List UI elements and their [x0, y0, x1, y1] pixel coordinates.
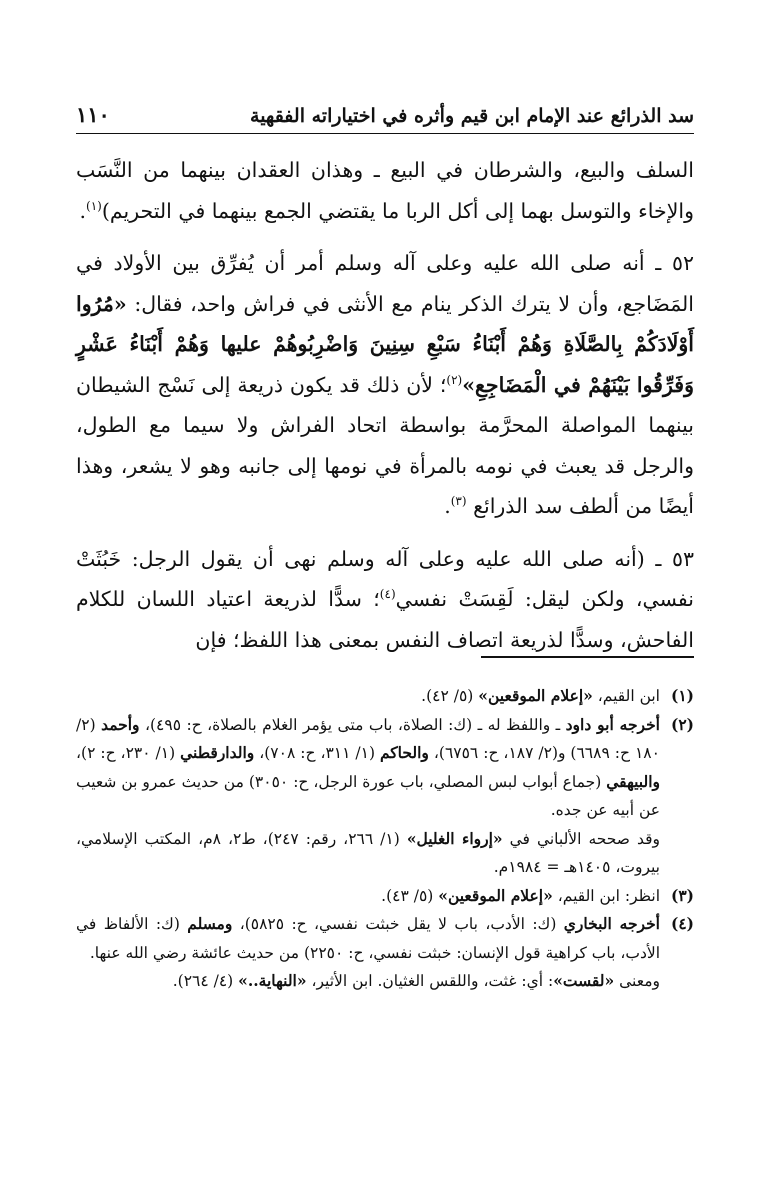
fn2-cont-book: «إرواء الغليل» [406, 828, 503, 848]
footnote-ref-3: (٣) [450, 494, 467, 509]
paragraph-52-intro: ٥٢ ـ أنه صلى الله عليه وعلى آله وسلم أمر أن يُفرِّق بين الأولاد في المَضَاجع، وأن لا يترك الذكر ينام مع الأنثى في فراش واحد، فقال: [76, 251, 694, 316]
footnote-text [76, 682, 660, 711]
fn4-ref-1: (ك: الأدب، باب لا يقل خبثت نفسي، ح: ٥٨٢٥)، [239, 915, 557, 933]
footnote-text [76, 711, 660, 825]
fn4-ref-2: (ك: الألفاظ في الأدب، باب كراهية قول الإنسان: خبثت نفسي، ح: ٢٢٥٠) من حديث عائشة رضي الله عنها. [76, 915, 660, 962]
fn2-ref-3: (١/ ٣١١، ح: ٧٠٨)، [259, 744, 376, 762]
body-text [76, 150, 694, 672]
footnote-text [76, 910, 660, 967]
fn1-book: «إعلام الموقعين» [478, 686, 593, 705]
fn4-cont-term: «لقست» [553, 971, 615, 990]
fn4-cont-text-2: : أي: غثت، واللقس الغثيان. ابن الأثير، [311, 972, 554, 990]
paragraph-52 [76, 243, 694, 527]
footnote-3 [76, 882, 694, 911]
fn4-cont-text-1: ومعنى [619, 972, 660, 990]
paragraph-52-end: . [444, 494, 451, 518]
footnote-ref-4: (٤) [379, 587, 396, 602]
fn3-ref: (٥/ ٤٣). [381, 886, 434, 905]
footnote-ref-2: (٢) [446, 372, 463, 387]
footnote-4-continuation [76, 967, 694, 996]
fn2-cont-text: وقد صححه الألباني في [509, 829, 660, 848]
paragraph-1-end: . [79, 198, 87, 223]
fn2-ref-5: (جماع أبواب لبس المصلي، باب عورة الرجل، ح: ٣٠٥٠) من حديث عمرو بن شعيب عن أبيه عن جده. [76, 772, 660, 819]
fn3-author: انظر: ابن القيم، [557, 886, 660, 905]
paragraph-53-text: ؛ سدًّا لذريعة اعتياد اللسان للكلام الفاحش، وسدًّا لذريعة اتصاف النفس بمعنى هذا اللفظ؛ فإن [76, 587, 694, 652]
page-number: ١١٠ [76, 102, 110, 127]
footnote-marker: (٣) [670, 885, 694, 905]
fn2-source-2: وأحمد [101, 714, 140, 734]
footnote-1 [76, 682, 694, 711]
paragraph-52-text: ؛ لأن ذلك قد يكون ذريعة إلى نَسْج الشيطان بينهما المواصلة المحرَّمة بواسطة اتحاد الفراش ولا سيما مع الطول، والرجل قد يعبث في نومه بالمرأة في نومها إلى جانبه وهو لا يشعر، وهذا أيضًا من ألطف سد الذرائع [76, 372, 694, 518]
running-title: سد الذرائع عند الإمام ابن قيم وأثره في اختياراته الفقهية [250, 105, 694, 127]
fn1-ref: (٥/ ٤٢). [421, 687, 474, 705]
fn2-ref-2: (٢/ ١٨٠ ح: ٦٦٨٩) و(٢/ ١٨٧، ح: ٦٧٥٦)، [76, 715, 660, 762]
paragraph-53-intro: ٥٣ ـ (أنه صلى الله عليه وعلى آله وسلم نهى أن يقول الرجل: خَبُثَتْ نفسي، ولكن ليقل: لَقِسَتْ نفسي [76, 546, 694, 611]
paragraph-1 [76, 150, 694, 231]
fn4-cont-ref: (٤/ ٢٦٤). [172, 972, 234, 990]
fn4-source-1: أخرجه البخاري [563, 914, 660, 933]
paragraph-1-text: السلف والبيع، والشرطان في البيع ـ وهذان العقدان بينهما من النَّسَب والإخاء والتوسل بهما إلى أكل الربا ما يقتضي الجمع بينهما في التحريم) [76, 158, 694, 223]
footnote-separator [481, 656, 694, 658]
fn3-book: «إعلام الموقعين» [438, 885, 553, 905]
footnote-4 [76, 910, 694, 967]
footnote-marker: (٢) [670, 714, 694, 734]
fn2-source-5: والبيهقي [606, 771, 660, 791]
paragraph-53 [76, 539, 694, 661]
footnote-text [76, 882, 660, 911]
fn2-ref-1: ـ واللفظ له ـ (ك: الصلاة، باب متى يؤمر الغلام بالصلاة، ح: ٤٩٥)، [144, 715, 561, 734]
footnote-ref-1: (١) [86, 198, 102, 213]
fn2-source-3: والحاكم [379, 743, 429, 762]
fn1-author: ابن القيم، [597, 687, 660, 705]
fn2-source-1: أخرجه أبو داود [565, 714, 660, 734]
hadith-quote: «مُرُوا أَوْلَادَكُمْ بِالصَّلَاةِ وَهُمْ أَبْنَاءُ سَبْعِ سِنِينَ وَاضْرِبُوهُمْ عليها وَهُمْ أَبْنَاءُ عَشْرٍ وَفَرِّقُوا بَيْنَهُمْ في الْمَضَاجِعِ» [76, 291, 694, 397]
footnote-2-continuation [76, 825, 694, 882]
fn4-cont-book: «النهاية..» [238, 971, 307, 990]
footnote-marker: (٤) [670, 914, 694, 933]
fn4-source-2: ومسلم [187, 914, 233, 933]
fn2-source-4: والدارقطني [180, 743, 255, 762]
fn2-ref-4: (١/ ٢٣٠، ح: ٢)، [76, 744, 176, 762]
fn2-cont-ref: (١/ ٢٦٦، رقم: ٢٤٧)، ط٢، ٨م، المكتب الإسلامي، بيروت، ١٤٠٥هـ = ١٩٨٤م. [76, 829, 660, 876]
footnote-marker: (١) [670, 686, 694, 705]
page-header [76, 100, 694, 134]
footnote-2 [76, 711, 694, 825]
footnotes [76, 682, 694, 996]
